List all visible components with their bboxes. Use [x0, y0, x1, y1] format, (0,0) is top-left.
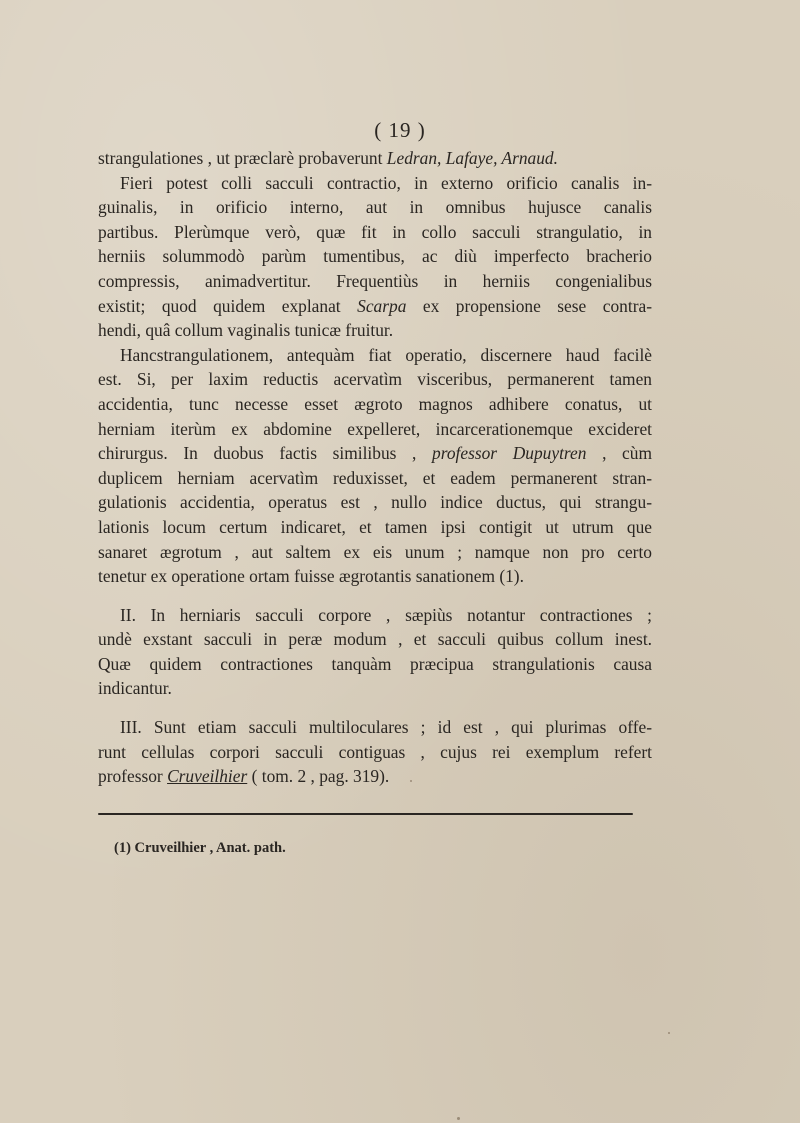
paper-speck: [410, 780, 412, 782]
text-segment: ex propensione sese contra-: [406, 295, 652, 316]
paper-speck: [457, 1117, 460, 1120]
text-segment: professor: [98, 766, 168, 787]
text-line: [98, 490, 652, 515]
text-line: [98, 540, 652, 565]
text-line: [98, 195, 652, 220]
text-segment: undè exstant sacculi in peræ modum , et sacculi quibus collum inest.: [98, 629, 652, 650]
text-segment: partibus. Plerùmque verò, quæ fit in collo sacculi strangulatio, in: [98, 221, 652, 242]
text-line: [98, 220, 652, 245]
text-line: [98, 171, 652, 196]
text-line: [98, 318, 652, 343]
text-line: [98, 392, 652, 417]
text-segment: hendi, quâ collum vaginalis tunicæ fruitur.: [98, 320, 394, 341]
text-segment: strangulationes , ut præclarè probaverunt: [98, 148, 387, 168]
text-segment: guinalis, in orificio interno, aut in omnibus hujusce canalis: [98, 197, 652, 218]
text-line: [98, 244, 652, 269]
text-line: [98, 417, 652, 442]
text-segment: indicantur.: [98, 678, 172, 699]
text-line: [98, 603, 652, 628]
text-segment: , cùm: [586, 443, 652, 464]
text-segment: herniam iterùm ex abdomine expelleret, incarcerationemque excideret: [98, 418, 652, 439]
text-segment: II. In herniaris sacculi corpore , sæpiùs notantur contractiones ;: [120, 604, 652, 625]
text-line: [98, 740, 652, 765]
text-segment: compressis, animadvertitur. Frequentiùs in herniis congenialibus: [98, 270, 652, 291]
text-line: [98, 269, 652, 294]
text-line: [98, 146, 652, 171]
text-line: [98, 652, 652, 677]
text-segment: Scarpa: [357, 295, 407, 316]
paragraph-gap: [98, 701, 652, 715]
paper-speck: [668, 1032, 670, 1034]
text-segment: Fieri potest colli sacculi contractio, in externo orificio canalis in-: [120, 172, 652, 193]
paragraph-gap: [98, 589, 652, 603]
text-segment: chirurgus. In duobus factis similibus ,: [98, 443, 433, 464]
text-line: [98, 294, 652, 319]
page-number: ( 19 ): [374, 118, 426, 142]
text-segment: Quæ quidem contractiones tanquàm præcipua strangulationis causa: [98, 653, 652, 674]
text-segment: gulationis accidentia, operatus est , nullo indice ductus, qui strangu-: [98, 492, 652, 513]
text-segment: III. Sunt etiam sacculi multiloculares ; id est , qui plurimas offe-: [120, 717, 652, 738]
text-line: [98, 515, 652, 540]
text-line: [98, 441, 652, 466]
text-segment: tenetur ex operatione ortam fuisse ægrotantis sanationem (1).: [98, 566, 524, 587]
text-segment: accidentia, tunc necesse esset ægroto magnos adhibere conatus, ut: [98, 393, 652, 414]
text-line: [98, 564, 652, 589]
text-line: [98, 764, 652, 789]
text-line: [98, 343, 652, 368]
text-line: [98, 367, 652, 392]
text-segment: ( tom. 2 , pag. 319).: [247, 766, 390, 787]
body-text: [98, 146, 652, 789]
text-segment: Hancstrangulationem, antequàm fiat operatio, discernere haud facilè: [120, 344, 652, 365]
text-segment: est. Si, per laxim reductis acervatìm visceribus, permanerent tamen: [98, 369, 652, 390]
text-segment: herniis solummodò parùm tumentibus, ac diù imperfecto bracherio: [98, 246, 652, 267]
text-segment: runt cellulas corpori sacculi contiguas , cujus rei exemplum refert: [98, 741, 652, 762]
footnote-separator: [98, 813, 633, 815]
text-segment: Ledran, Lafaye, Arnaud.: [386, 148, 558, 168]
text-segment: professor Dupuytren: [432, 443, 587, 464]
text-line: [98, 715, 652, 740]
text-segment: sanaret ægrotum , aut saltem ex eis unum ; namque non pro certo: [98, 541, 652, 562]
text-line: [98, 466, 652, 491]
text-line: [98, 676, 652, 701]
text-segment: Cruveilhier: [167, 766, 248, 787]
text-segment: duplicem herniam acervatìm reduxisset, et eadem permanerent stran-: [98, 467, 652, 488]
text-line: [98, 627, 652, 652]
footnote: (1) Cruveilhier , Anat. path.: [114, 840, 286, 856]
text-segment: existit; quod quidem explanat: [98, 295, 358, 316]
text-segment: lationis locum certum indicaret, et tamen ipsi contigit ut utrum que: [98, 516, 652, 537]
